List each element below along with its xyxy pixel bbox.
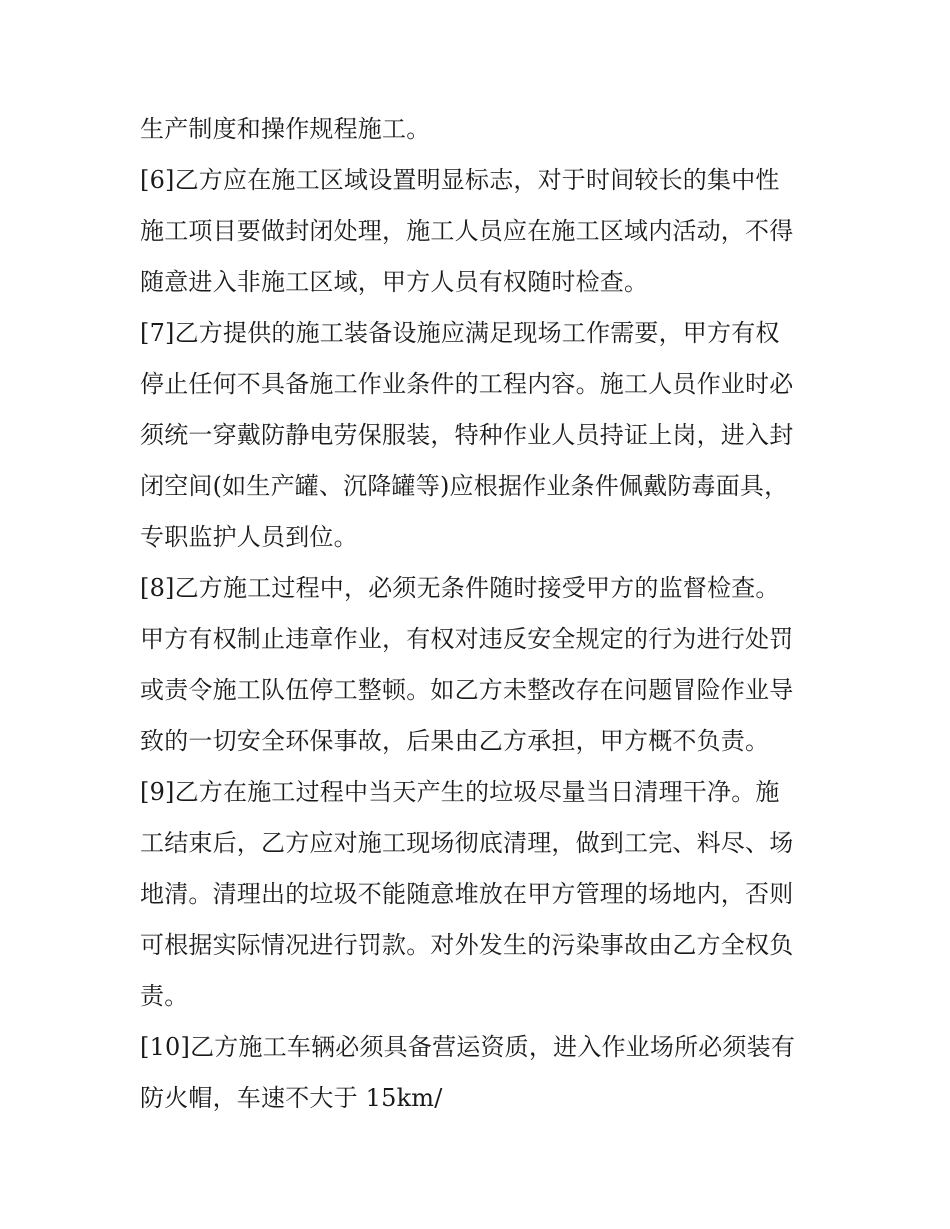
text-line: 专职监护人员到位。: [140, 523, 358, 551]
text-line: 工结束后，乙方应对施工现场彻底清理，做到工完、料尽、场: [140, 829, 794, 857]
text-line: 地清。清理出的垃圾不能随意堆放在甲方管理的场地内，否则: [140, 880, 794, 908]
text-line: [7]乙方提供的施工装备设施应满足现场工作需要，甲方有权: [140, 319, 780, 347]
text-line: 甲方有权制止违章作业，有权对违反安全规定的行为进行处罚: [140, 625, 794, 653]
text-line: 防火帽，车速不大于 15km/: [140, 1084, 443, 1112]
text-line: [10]乙方施工车辆必须具备营运资质，进入作业场所必须装有: [140, 1033, 796, 1061]
text-line: 停止任何不具备施工作业条件的工程内容。施工人员作业时必: [140, 370, 794, 398]
text-line: 须统一穿戴防静电劳保服装，特种作业人员持证上岗，进入封: [140, 421, 794, 449]
text-line: 责。: [140, 982, 189, 1010]
text-line: 可根据实际情况进行罚款。对外发生的污染事故由乙方全权负: [140, 931, 794, 959]
text-line: 随意进入非施工区域，甲方人员有权随时检查。: [140, 268, 649, 296]
text-line: [8]乙方施工过程中，必须无条件随时接受甲方的监督检查。: [140, 574, 780, 602]
text-line: 致的一切安全环保事故，后果由乙方承担，甲方概不负责。: [140, 727, 770, 755]
text-line: 生产制度和操作规程施工。: [140, 115, 431, 143]
text-line: 或责令施工队伍停工整顿。如乙方未整改存在问题冒险作业导: [140, 676, 794, 704]
text-line: [9]乙方在施工过程中当天产生的垃圾尽量当日清理干净。施: [140, 778, 780, 806]
document-body: [140, 104, 812, 1124]
text-line: [6]乙方应在施工区域设置明显标志，对于时间较长的集中性: [140, 166, 780, 194]
text-line: 闭空间(如生产罐、沉降罐等)应根据作业条件佩戴防毒面具，: [140, 472, 789, 500]
text-line: 施工项目要做封闭处理，施工人员应在施工区域内活动，不得: [140, 217, 794, 245]
